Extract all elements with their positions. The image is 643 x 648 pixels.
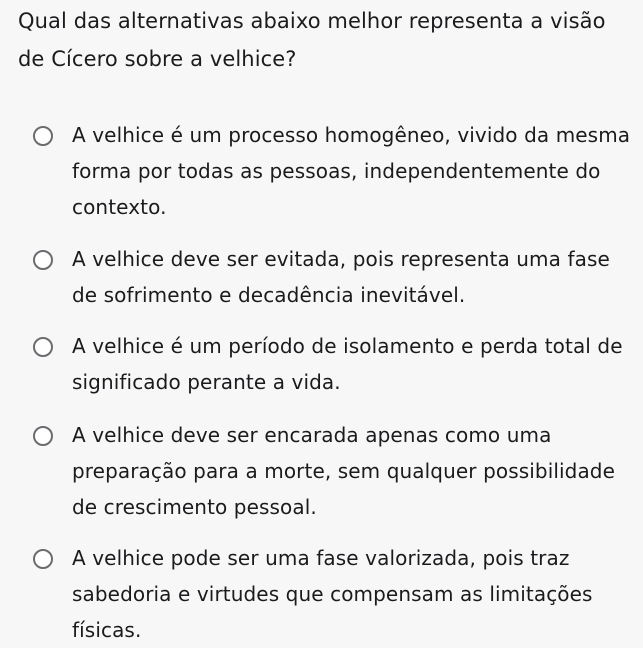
question-text: Qual das alternativas abaixo melhor representa a visão de Cícero sobre a velhice? (18, 9, 606, 71)
radio-button-icon[interactable] (33, 337, 53, 357)
answer-option-label: A velhice deve ser encarada apenas como uma preparação para a morte, sem qualquer possibilidade de crescimento pessoal. (72, 423, 616, 519)
answer-option-label: A velhice é um processo homogêneo, vivido da mesma forma por todas as pessoas, independentemente do contexto. (72, 123, 631, 219)
answer-option-2[interactable] (0, 241, 643, 313)
answer-option-label: A velhice deve ser evitada, pois representa uma fase de sofrimento e decadência inevitável. (72, 247, 610, 307)
radio-button-icon[interactable] (33, 426, 53, 446)
radio-button-icon[interactable] (33, 126, 53, 146)
answer-option-3[interactable] (0, 328, 643, 400)
radio-button-icon[interactable] (33, 549, 53, 569)
answer-option-label: A velhice é um período de isolamento e perda total de significado perante a vida. (72, 334, 623, 394)
answer-option-label: A velhice pode ser uma fase valorizada, pois traz sabedoria e virtudes que compensam as limitações físicas. (72, 546, 593, 642)
answer-option-1[interactable] (0, 117, 643, 225)
answer-option-5[interactable] (0, 540, 643, 648)
radio-button-icon[interactable] (33, 250, 53, 270)
answer-option-4[interactable] (0, 417, 643, 525)
